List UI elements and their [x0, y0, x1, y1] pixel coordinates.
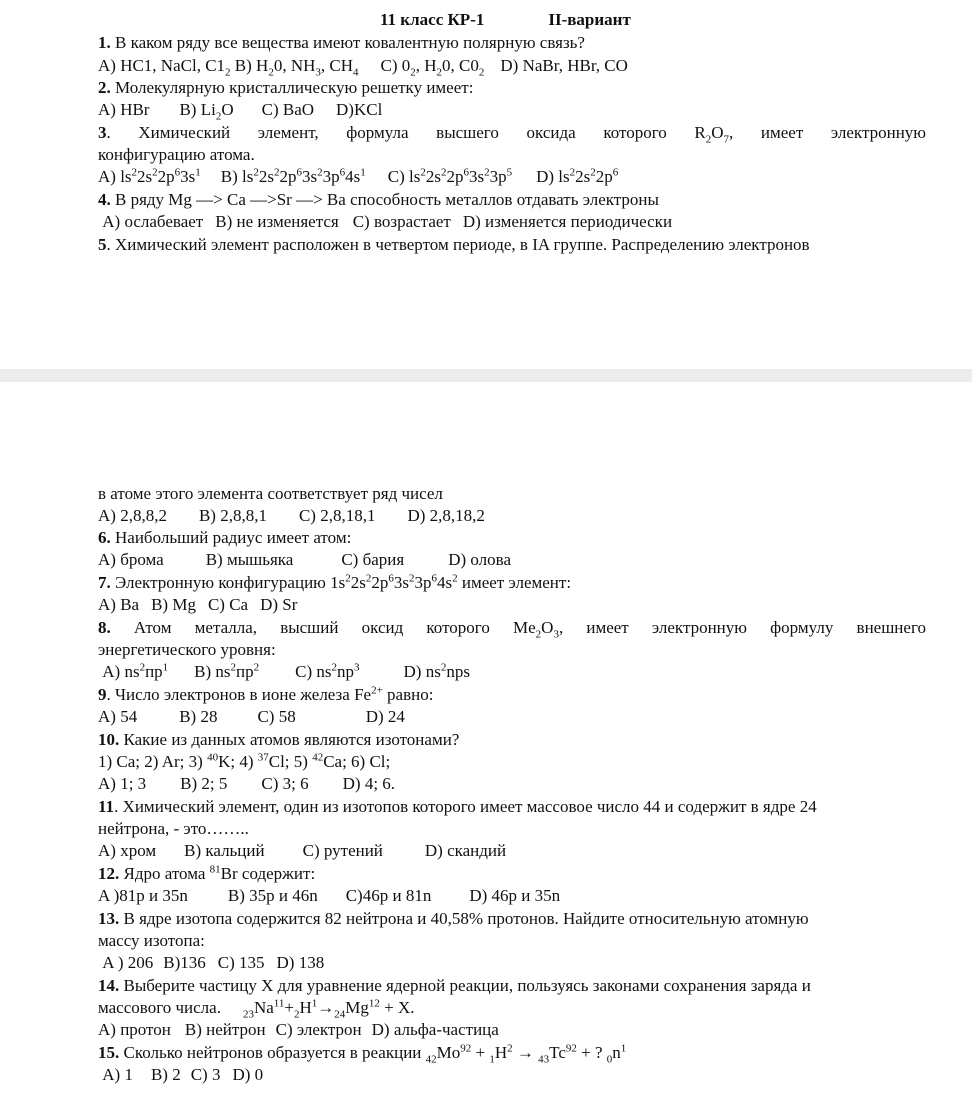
question-4: 4. В ряду Mg —> Ca —>Sr —> Ba способность металлов отдавать электроны	[98, 190, 659, 209]
q14-answers: A) протон B) нейтрон C) электрон D) альфа-частица	[98, 1020, 499, 1039]
title-variant: II-вариант	[548, 10, 631, 29]
q13-answers: A ) 206 B)136 C) 135 D) 138	[102, 953, 325, 972]
question-1: 1. В каком ряду все вещества имеют ковалентную полярную связь?	[98, 33, 585, 52]
q1-answers: A) HC1, NaCl, $C1_2$ B) $H_20$, $NH_3$, $CH_4$ C) $0_2$, $H_20$, $C0_2$ D) NaBr, HBr, CO	[98, 56, 628, 79]
question-11: 11. Химический элемент, один из изотопов которого имеет массовое число 44 и содержит в ядре 24	[98, 797, 817, 816]
q12-answers: A )81p и 35n B) 35p и 46n C)46p и 81n D) 46p и 35n	[98, 886, 561, 905]
q14-line2: массового числа. $_{23}Na^{11}+_2H^1\to_{24}Mg^{12} + X$.	[98, 997, 415, 1021]
title-class: 11 класс КР-1	[380, 10, 485, 29]
question-2: 2. Молекулярную кристаллическую решетку имеет:	[98, 78, 474, 97]
page-top	[0, 0, 972, 369]
question-3: 3. Химический элемент, формула высшего оксида которого $R_2O_7$, имеет электронную	[98, 123, 926, 146]
q10-items: 1) Ca; 2) Ar; 3) $^{40}$K; 4) $^{37}$Cl; 5) $^{42}$Ca; 6) Cl;	[98, 751, 391, 771]
question-15: 15. Сколько нейтронов образуется в реакции $_{42}Mo^{92} + _1H^2 \to _{43}Tc^{92}$ + ? $_0n^1$	[98, 1042, 627, 1066]
page-gap	[0, 369, 972, 382]
q3-answers: A) $ls^22s^22p^63s^1$ B) $ls^22s^22p^63s^23p^64s^1$ C) $ls^22s^22p^63s^23p^5$ D) $ls^22s^22p^6$	[98, 166, 619, 186]
q5-line2: в атоме этого элемента соответствует ряд чисел	[98, 484, 443, 503]
q11-answers: A) хром B) кальций C) рутений D) скандий	[98, 841, 507, 860]
q11-line2: нейтрона, - это……..	[98, 819, 249, 838]
question-5: 5. Химический элемент расположен в четвертом периоде, в IA группе. Распределению электронов	[98, 235, 810, 254]
page-bottom	[0, 382, 972, 1094]
question-6: 6. Наибольший радиус имеет атом:	[98, 528, 352, 547]
q13-line2: массу изотопа:	[98, 931, 205, 950]
q8-line2: энергетического уровня:	[98, 640, 276, 659]
q10-answers: A) 1; 3 B) 2; 5 C) 3; 6 D) 4; 6.	[98, 774, 396, 793]
q5-answers: A) 2,8,8,2 B) 2,8,8,1 C) 2,8,18,1 D) 2,8,18,2	[98, 506, 485, 525]
question-14: 14. Выберите частицу X для уравнение ядерной реакции, пользуясь законами сохранения заряда и	[98, 976, 811, 995]
page-title	[380, 9, 972, 31]
question-12: 12. Ядро атома $^{81}$Br содержит:	[98, 863, 316, 883]
question-10: 10. Какие из данных атомов являются изотонами?	[98, 730, 460, 749]
question-9: 9. Число электронов в ионе железа $Fe^{2+}$ равно:	[98, 684, 434, 704]
q8-answers: A) $ns^2пр^1$ B) $ns^2пр^2$ C) $ns^2np^3$ D) $ns^2nps$	[102, 661, 470, 681]
q6-answers: A) брома B) мышьяка C) бария D) олова	[98, 550, 512, 569]
q7-answers: A) Ba B) Mg C) Ca D) Sr	[98, 595, 298, 614]
q2-answers: A) HBr B) $Li_2O$ C) BaO D)KCl	[98, 100, 383, 123]
q15-answers: A) 1 B) 2 C) 3 D) 0	[102, 1065, 264, 1084]
q9-answers: A) 54 B) 28 C) 58 D) 24	[98, 707, 405, 726]
question-13: 13. В ядре изотопа содержится 82 нейтрона и 40,58% протонов. Найдите относительную атомную	[98, 909, 809, 928]
question-8: 8. Атом металла, высший оксид которого $Me_2O_3$, имеет электронную формулу внешнего	[98, 618, 926, 641]
question-7: 7. Электронную конфигурацию $1s^22s^22p^63s^23p^64s^2$ имеет элемент:	[98, 572, 572, 592]
q4-answers: A) ослабевает B) не изменяется C) возрастает D) изменяется периодически	[102, 212, 673, 231]
q3-line2: конфигурацию атома.	[98, 145, 255, 164]
